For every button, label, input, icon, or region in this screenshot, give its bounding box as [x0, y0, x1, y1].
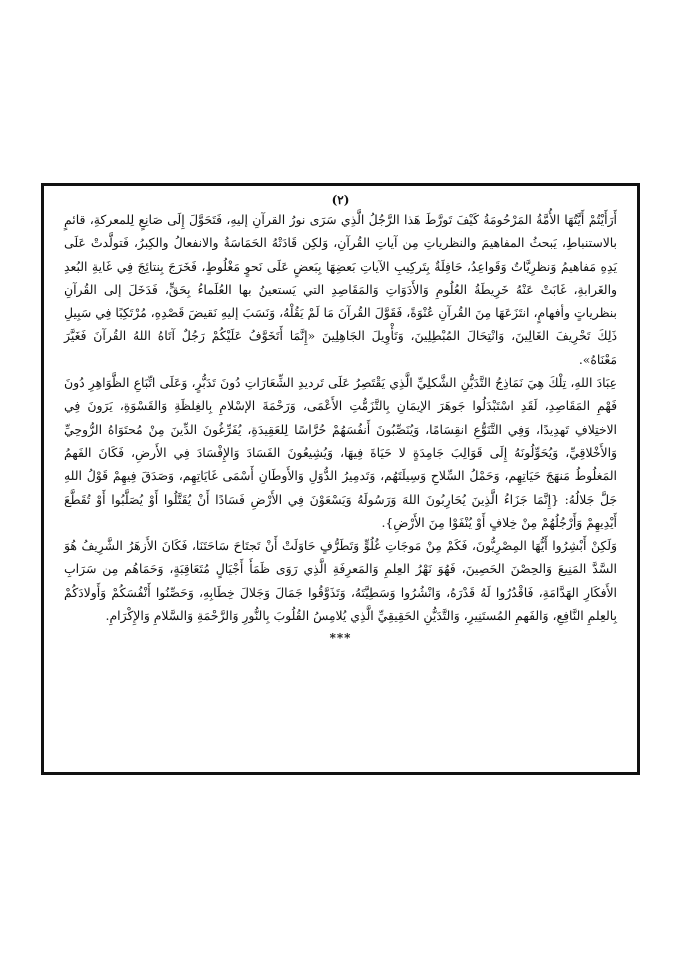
paragraph-3: وَلَكِنْ أَبْشِرُوا أَيُّهَا المِصْرِيُّونَ، فَكَمْ مِنْ مَوجَاتِ غُلُوٍّ وَتَطَرُّفٍ حَاوَلَتْ أَنْ تَجتَاحَ سَاحَتَنَا، فَكَانَ الأَزهَرُ الشَّرِيفُ هُوَ السَّدَّ المَنِيعَ وَالحِصْنَ الحَصِينَ، فَهُوَ نَهْرُ العِلمِ وَالمَعرِفَةِ الَّذِي رَوَى ظَمَأَ أَجْيَالٍ مُتَعَاقِبَةٍ، وَحَمَاهُم مِن سَرَابِ الأَفكَارِ الهَدَّامَةِ، فَاقْدُرُوا لَهُ قَدْرَهُ، وَانْشُرُوا وَسَطِيَّتَهُ، وَتَذَوَّقُوا جَمَالَ وَجَلالَ خِطَابِهِ، وَحَصِّنُوا أَنْفُسَكُمْ وَأَولادَكُمْ بِالعِلمِ النَّافِعِ، وَالفَهمِ المُستَنِيرِ، وَالتَّدَيُّنِ الحَقِيقِيِّ الَّذِي يُلامِسُ القُلُوبَ بِالنُّورِ وَالرَّحْمَةِ وَالسَّلامِ وَالإِكْرَامِ. — [64, 538, 617, 624]
page-frame — [41, 183, 640, 775]
article-body — [64, 208, 617, 627]
end-mark: *** — [329, 631, 352, 646]
paragraph-1: أَرَأَيْتُمْ أَيَّتُهَا الأُمَّةُ المَرْحُومَةُ كَيْفَ تَورَّطَ هَذا الرَّجُلُ الَّذِي سَرَى نورُ القرآنِ إليهِ، فَتَحَوَّلَ إِلَى صَانِعٍ لِلمعركةِ، قائمٍ بالاستنباطِ، يَبحثُ المفاهيمَ والنظرياتِ مِن آياتِ القُرآنِ، وَلكِن قَادَتْهُ الحَمَاسَةُ والانفعالُ والكِبرُ، فَتولَّدتْ عَلَى يَدِهِ مَفاهيمُ وَنظرِيَّاتٌ وَقَواعِدُ، حَافِلَةٌ بِتَركِيبِ الآياتِ بَعضِهَا بِبَعضٍ عَلَى نَحوٍ مَغْلُوطٍ، فَخَرَجَ بِنتائِجَ فِي غَايةِ البُعدِ والغَرابةِ، غَابَتْ عَنْهُ خَرِيطَةُ العُلُومِ وَالأَدَوَاتِ وَالمَقَاصِدِ التي يَستعينُ بها العُلَماءُ بِحَقٍّ، فَدَخَلَ إلى القُرآنِ بنظرياتٍ وأفهامٍ، انتَزَعَهَا مِنَ القُرآنِ عُنْوَةً، فَقَوَّلَ القُرآنَ مَا لَمْ يَقُلْهُ، وَنَسَبَ إليهِ نَقيضَ قَصْدِهِ، مُرْتَكِبًا فِي سَبِيلِ ذَلِكَ تَحْرِيفَ الغَالِينَ، وَانْتِحَالَ المُبْطِلِينَ، وَتَأْوِيلَ الجَاهِلِينَ «إِنَّمَا أَتَخَوَّفُ عَلَيْكُمْ رَجُلٌ آتَاهُ اللهُ القُرآنَ فَغَيَّرَ مَعْنَاهُ». — [64, 212, 617, 367]
page-number: (٢) — [331, 193, 350, 207]
paragraph-2: عِبَادَ اللهِ، تِلْكَ هِيَ نَمَاذِجُ التَّدَيُّنِ الشَّكلِيِّ الَّذِي يَقْتَصِرُ عَلَى تَرديدِ الشِّعَارَاتِ دُونَ تَدَبُّرٍ، وَعَلَى اتِّبَاعِ الظَّوَاهِرِ دُونَ فَهْمِ المَقَاصِدِ، لَقَدِ اسْتَبْدَلُوا جَوهَرَ الإيمَانِ بِالتَّزَمُّتِ الأَعْمَى، وَرَحْمَةَ الإسْلامِ بِالغِلظَةِ وَالقَسْوَةِ، يَرَونَ فِي الاختِلافِ تَهدِيدًا، وَفِي التَّنَوُّعِ انقِسَامًا، وَيُنَصِّبُونَ أَنفُسَهُمْ حُرَّاسًا لِلعَقِيدَةِ، يُفَرِّغُونَ الدِّينَ مِنْ مُحتَوَاهُ الرُّوحِيِّ وَالأَخْلاقِيِّ، وَيُحَوِّلُونَهُ إِلَى قَوَالِبَ جَامِدَةٍ لا حَيَاةَ فِيهَا، وَيُشِيعُونَ الفَسَادَ وَالإِفْسَادَ فِي الأَرضِ، فَكَانَ الفَهمُ المَغلُوطُ مَنهَجَ حَيَاتِهِم، وَحَمْلُ السِّلاحِ وَسِيلَتَهُم، وَتَدمِيرُ الدُّوَلِ وَالأَوطَانِ أَسْمَى غَايَاتِهِم، وَصَدَقَ فِيهِمْ قَوْلُ اللهِ جَلَّ جَلالُهُ: {إِنَّمَا جَزَاءُ الَّذِينَ يُحَارِبُونَ اللهَ وَرَسُولَهُ وَيَسْعَوْنَ فِي الأَرْضِ فَسَادًا أَنْ يُقَتَّلُوا أَوْ يُصَلَّبُوا أَوْ تُقَطَّعَ أَيْدِيهِمْ وَأَرْجُلُهُمْ مِنْ خِلافٍ أَوْ يُنْفَوْا مِنَ الأَرْضِ}. — [64, 375, 617, 530]
